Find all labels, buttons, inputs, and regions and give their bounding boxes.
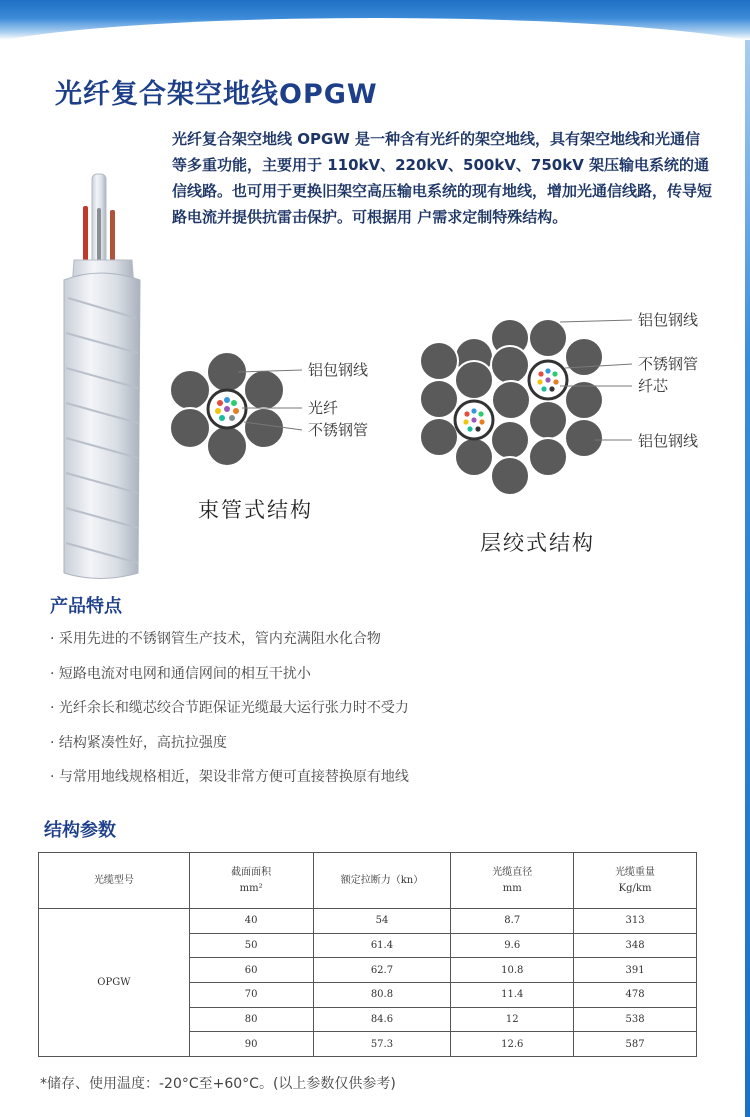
cell-force: 54 (313, 909, 451, 934)
table-row (39, 909, 697, 934)
features-heading: 产品特点 (50, 596, 122, 617)
cell-diameter: 12 (451, 1007, 574, 1032)
features-list (50, 630, 700, 803)
header-breaking-force: 额定拉断力（kn） (313, 853, 451, 909)
header-weight: 光缆重量 Kg/km (574, 853, 697, 909)
page-title: 光纤复合架空地线OPGW (55, 79, 378, 110)
stranded-structure-title: 层绞式结构 (480, 531, 595, 555)
label-al-steel-wire-top: 铝包钢线 (638, 311, 699, 329)
label-fiber: 光纤 (308, 399, 339, 417)
central-tube-structure-title: 束管式结构 (198, 498, 313, 522)
cell-model: OPGW (39, 909, 190, 1057)
cell-area: 90 (189, 1032, 313, 1057)
cell-force: 62.7 (313, 958, 451, 983)
feature-item: · 结构紧凑性好，高抗拉强度 (50, 734, 227, 751)
cell-area: 70 (189, 983, 313, 1008)
cell-weight: 587 (574, 1032, 697, 1057)
cell-force: 61.4 (313, 933, 451, 958)
central-tube-diagram (160, 340, 410, 480)
feature-item: · 短路电流对电网和通信网间的相互干扰小 (50, 665, 311, 682)
feature-item: · 与常用地线规格相近，架设非常方便可直接替换原有地线 (50, 769, 409, 785)
params-heading: 结构参数 (44, 820, 116, 841)
params-table-wrap (38, 852, 697, 1057)
cell-weight: 348 (574, 933, 697, 958)
label-steel-tube: 不锈钢管 (308, 421, 369, 439)
feature-item: · 采用先进的不锈钢管生产技术，管内充满阻水化合物 (50, 631, 381, 647)
params-table (38, 852, 697, 1057)
cell-diameter: 12.6 (451, 1032, 574, 1057)
intro-paragraph: 光纤复合架空地线 OPGW 是一种含有光纤的架空地线，具有架空地线和光通信等多重功能，主要用于 110kV、220kV、500kV、750kV 架压输电系统的通信线路。也可用于更换旧架空高压输电系统的现有地线，增加光通信线路，传导短路电流并提供抗雷击保护。可根据用 户需求定制特殊结构。 (172, 130, 713, 226)
header-diameter: 光缆直径 mm (451, 853, 574, 909)
cell-area: 60 (189, 958, 313, 983)
cell-diameter: 11.4 (451, 983, 574, 1008)
cell-force: 80.8 (313, 983, 451, 1008)
cell-force: 84.6 (313, 1007, 451, 1032)
cell-weight: 538 (574, 1007, 697, 1032)
central-tube-diagram-svg (160, 340, 410, 480)
feature-item: · 光纤余长和缆芯绞合节距保证光缆最大运行张力时不受力 (50, 700, 409, 716)
cell-area: 40 (189, 909, 313, 934)
stranded-diagram-svg (410, 300, 710, 510)
cell-weight: 391 (574, 958, 697, 983)
header-area: 截面面积 mm² (189, 853, 313, 909)
label-al-steel-wire: 铝包钢线 (308, 361, 369, 379)
storage-note: *储存、使用温度：-20°C至+60°C。(以上参数仅供参考) (40, 1076, 396, 1092)
cell-diameter: 10.8 (451, 958, 574, 983)
cell-area: 80 (189, 1007, 313, 1032)
label-steel-tube-right: 不锈钢管 (638, 355, 699, 373)
cell-diameter: 9.6 (451, 933, 574, 958)
cell-weight: 313 (574, 909, 697, 934)
right-accent-bar (745, 40, 750, 1117)
header-model: 光缆型号 (39, 853, 190, 909)
cell-diameter: 8.7 (451, 909, 574, 934)
table-header-row (39, 853, 697, 909)
stranded-diagram (410, 300, 710, 510)
cell-area: 50 (189, 933, 313, 958)
label-al-steel-wire-bottom: 铝包钢线 (638, 432, 699, 450)
cell-force: 57.3 (313, 1032, 451, 1057)
label-fiber-core: 纤芯 (638, 377, 669, 395)
cell-weight: 478 (574, 983, 697, 1008)
